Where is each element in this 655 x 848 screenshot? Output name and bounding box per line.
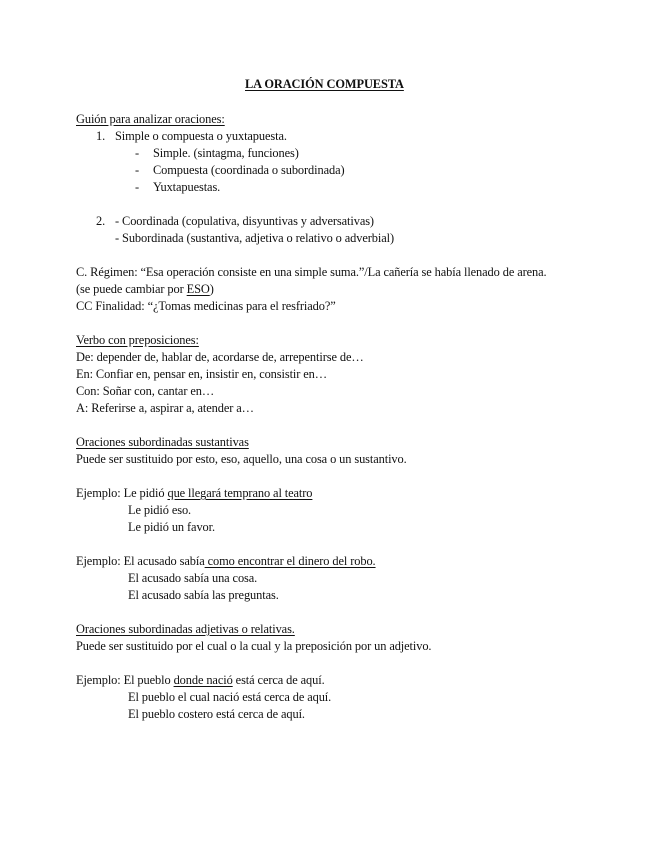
guion-heading: Guión para analizar oraciones:: [76, 112, 225, 126]
verbos-heading: Verbo con preposiciones:: [76, 333, 199, 347]
adjetivas-heading: Oraciones subordinadas adjetivas o relativas.: [76, 622, 295, 636]
sustantivas-desc: Puede ser sustituido por esto, eso, aquello, una cosa o un sustantivo.: [76, 452, 407, 466]
list-item-text: - Coordinada (copulativa, disyuntivas y adversativas): [115, 214, 374, 228]
bullet-dash: -: [135, 163, 140, 177]
example-alt: El pueblo costero está cerca de aquí.: [128, 707, 305, 721]
verbos-line: En: Confiar en, pensar en, insistir en, consistir en…: [76, 367, 328, 381]
regimen-line: C. Régimen: “Esa operación consiste en una simple suma.”/La cañería se había llenado de arena.: [76, 265, 547, 279]
bullet-dash: -: [135, 146, 140, 160]
verbos-line: A: Referirse a, aspirar a, atender a…: [76, 401, 254, 415]
sustantivas-heading: Oraciones subordinadas sustantivas: [76, 435, 249, 449]
regimen-note: [76, 281, 214, 297]
list-item-number: 1.: [96, 129, 106, 143]
example-alt: El pueblo el cual nació está cerca de aquí.: [128, 690, 332, 704]
example-pre: Ejemplo: Le pidió: [76, 486, 168, 500]
example-post: está cerca de aquí.: [232, 673, 325, 687]
regimen-note-post: ): [209, 282, 214, 296]
bullet-dash: -: [135, 180, 140, 194]
sub-item: Compuesta (coordinada o subordinada): [153, 163, 345, 177]
list-item-text: - Subordinada (sustantiva, adjetiva o relativo o adverbial): [115, 231, 394, 245]
example-line: [76, 485, 312, 501]
list-item-number: 2.: [96, 214, 106, 228]
example-line: [76, 553, 376, 569]
regimen-note-underlined: ESO: [186, 282, 210, 296]
example-pre: Ejemplo: El pueblo: [76, 673, 174, 687]
verbos-line: Con: Soñar con, cantar en…: [76, 384, 215, 398]
example-underlined: como encontrar el dinero del robo.: [204, 554, 376, 568]
example-line: [76, 672, 325, 688]
sub-item: Simple. (sintagma, funciones): [153, 146, 299, 160]
sub-item: Yuxtapuestas.: [153, 180, 221, 194]
finalidad-line: CC Finalidad: “¿Tomas medicinas para el resfriado?”: [76, 299, 336, 313]
example-alt: El acusado sabía las preguntas.: [128, 588, 279, 602]
example-underlined: que llegará temprano al teatro: [167, 486, 313, 500]
example-alt: El acusado sabía una cosa.: [128, 571, 258, 585]
adjetivas-desc: Puede ser sustituido por el cual o la cual y la preposición por un adjetivo.: [76, 639, 432, 653]
example-alt: Le pidió un favor.: [128, 520, 215, 534]
page-title: LA ORACIÓN COMPUESTA: [245, 77, 404, 91]
example-alt: Le pidió eso.: [128, 503, 192, 517]
verbos-line: De: depender de, hablar de, acordarse de, arrepentirse de…: [76, 350, 364, 364]
regimen-note-pre: (se puede cambiar por: [76, 282, 187, 296]
list-item-text: Simple o compuesta o yuxtapuesta.: [115, 129, 287, 143]
example-pre: Ejemplo: El acusado sabía: [76, 554, 205, 568]
example-underlined: donde nació: [173, 673, 233, 687]
